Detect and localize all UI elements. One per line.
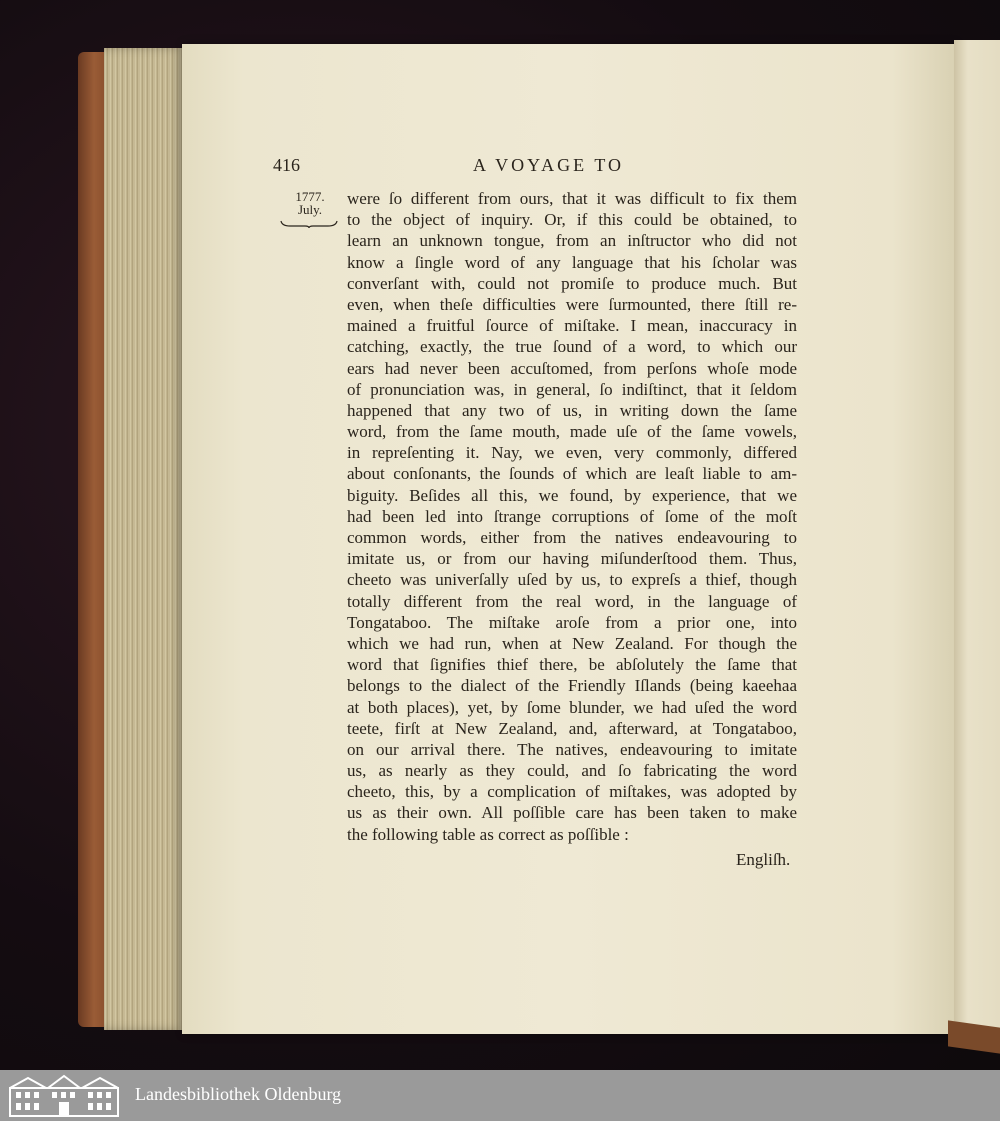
text-line: the following table as correct as poſſible :: [347, 824, 629, 844]
text-line: of pronunciation was, in general, ſo indiſtinct, that it ſeldom: [347, 379, 797, 399]
text-line: to the object of inquiry. Or, if this could be obtained, to: [347, 210, 797, 230]
text-line: know a ſingle word of any language that his ſcholar was: [347, 252, 797, 272]
text-line: Tongataboo. The miſtake aroſe from a prior one, into: [347, 612, 797, 632]
text-line: had been led into ſtrange corruptions of ſome of the moſt: [347, 506, 797, 526]
page-number: 416: [273, 155, 300, 175]
text-line: even, when theſe difficulties were ſurmounted, there ſtill re-: [347, 294, 797, 314]
brace-icon: [280, 219, 338, 229]
text-line: us as their own. All poſſible care has been taken to make: [347, 803, 797, 823]
text-line: cheeto, this, by a complication of miſtakes, was adopted by: [347, 782, 797, 802]
text-line: which we had run, when at New Zealand. For though the: [347, 633, 797, 653]
text-line: were ſo different from ours, that it was difficult to fix them: [347, 189, 797, 208]
text-line: word, from the ſame mouth, made uſe of the ſame vowels,: [347, 422, 797, 442]
text-line: common words, either from the natives endeavouring to: [347, 528, 797, 547]
text-line: belongs to the dialect of the Friendly Iſlands (being kaeehaa: [347, 676, 797, 696]
margin-note-month: July.: [297, 202, 323, 217]
running-head: A VOYAGE TO: [473, 155, 625, 175]
text-line: totally different from the real word, in the language of: [347, 591, 797, 611]
margin-note: [280, 190, 340, 229]
text-line: converſant with, could not promiſe to produce much. But: [347, 273, 797, 293]
text-line: mained a fruitful ſource of miſtake. I mean, inaccuracy in: [347, 316, 797, 336]
text-line: at both places), yet, by ſome blunder, we had uſed the word: [347, 697, 797, 717]
text-line: teete, firſt at New Zealand, and, afterward, at Tongataboo,: [347, 718, 797, 738]
body-text: [347, 188, 797, 845]
text-line: about conſonants, the ſounds of which are leaſt liable to am-: [347, 464, 797, 484]
text-line: on our arrival there. The natives, endeavouring to imitate: [347, 739, 797, 759]
library-name: Landesbibliothek Oldenburg: [135, 1084, 342, 1104]
text-line: ears had never been accuſtomed, from perſons whoſe mode: [347, 358, 797, 378]
text-line: imitate us, or from our having miſunderſtood them. Thus,: [347, 549, 797, 569]
text-line: in repreſenting it. Nay, we even, very commonly, differed: [347, 443, 797, 463]
text-line: learn an unknown tongue, from an inſtructor who did not: [347, 231, 797, 251]
margin-note-year: 1777.: [295, 189, 325, 204]
text-line: happened that any two of us, in writing down the ſame: [347, 400, 797, 420]
facing-page-edge: [954, 40, 1000, 1032]
text-line: catching, exactly, the true ſound of a word, to which our: [347, 337, 797, 357]
text-line: word that ſignifies thief there, be abſolutely the ſame that: [347, 655, 797, 675]
text-line: cheeto was univerſally uſed by us, to expreſs a thief, though: [347, 570, 797, 590]
page-edges: [104, 48, 184, 1030]
text-line: biguity. Beſides all this, we found, by experience, that we: [347, 485, 797, 505]
text-line: us, as nearly as they could, and ſo fabricating the word: [347, 761, 797, 781]
catchword: Engliſh.: [736, 850, 791, 869]
library-building-icon: [8, 1074, 120, 1118]
